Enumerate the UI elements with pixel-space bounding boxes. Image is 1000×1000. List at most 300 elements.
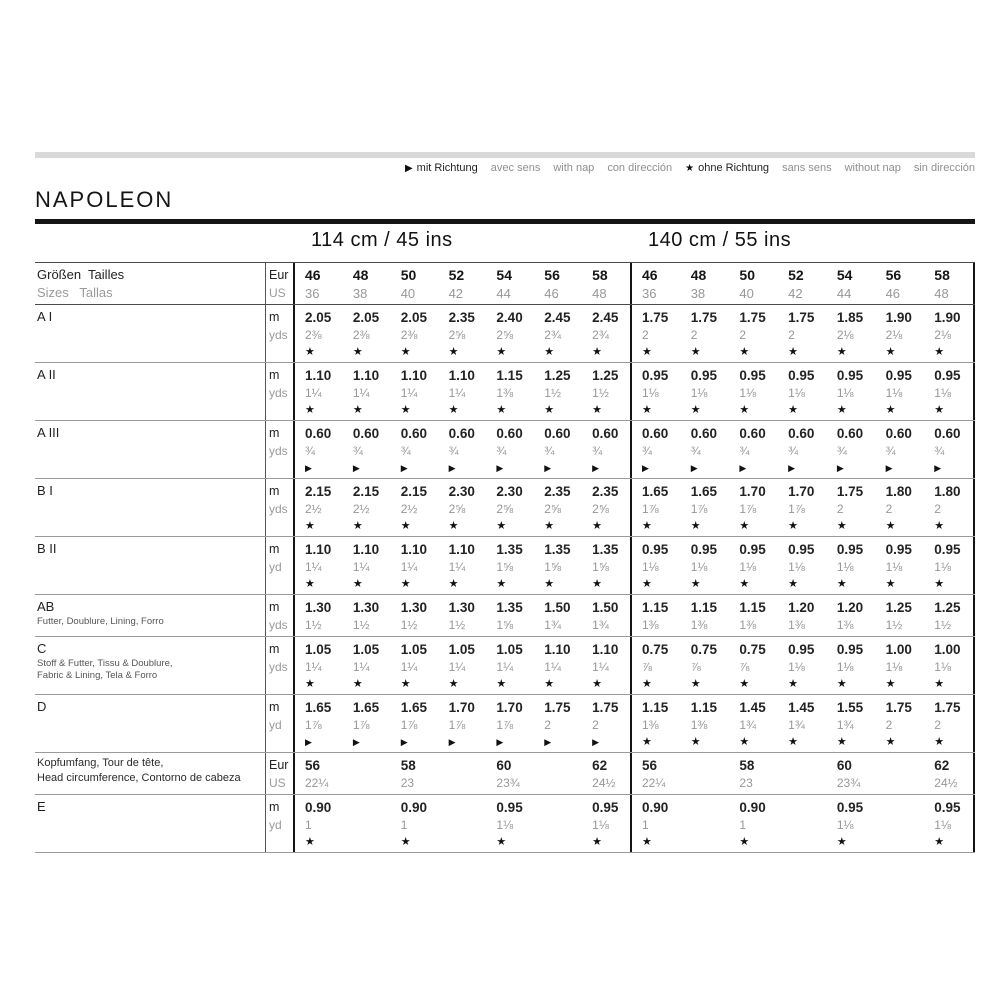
metres-value: 0.60: [836, 426, 864, 441]
metres-value: 0.60: [352, 426, 380, 441]
with-nap-icon: ▶: [836, 463, 844, 473]
row-label: [35, 795, 265, 852]
yards-value: 2⅝: [448, 328, 466, 342]
table-row: [35, 421, 975, 479]
amount-cell: [924, 479, 973, 536]
eur-size: 50: [739, 267, 755, 283]
without-nap-icon: ★: [788, 678, 799, 690]
row-label-text: A II: [37, 367, 56, 382]
size-column-header: [876, 263, 925, 304]
amount-cell: [729, 479, 778, 536]
amount-cell: [827, 753, 924, 794]
row-label: [35, 637, 265, 694]
with-nap-icon: ▶: [544, 737, 552, 747]
amount-cell: [876, 695, 925, 752]
without-nap-icon: ★: [352, 520, 363, 532]
amount-cell: [729, 537, 778, 594]
yards-value: 2⅝: [496, 502, 514, 516]
amount-cell: [391, 695, 439, 752]
yards-value: 1½: [885, 618, 903, 632]
fabric-width-group: [630, 753, 975, 794]
with-nap-icon: ▶: [592, 463, 600, 473]
amount-cell: [295, 363, 343, 420]
with-nap-icon: ▶: [788, 463, 796, 473]
group-header-114cm: 114 cm / 45 ins: [311, 229, 453, 251]
row-label: [35, 479, 265, 536]
yards-value: 1⅛: [836, 818, 854, 832]
yards-value: 1: [400, 818, 408, 832]
without-nap-icon: ★: [934, 678, 945, 690]
metres-value: 0.95: [836, 800, 864, 815]
row-label: [35, 305, 265, 362]
size-column-header: [924, 263, 973, 304]
without-nap-icon: ★: [544, 578, 555, 590]
without-nap-icon: ★: [642, 836, 652, 848]
unit-bottom: yds: [269, 444, 288, 458]
metres-value: 1.75: [885, 700, 912, 715]
amount-cell: [582, 537, 630, 594]
metres-value: 1.75: [788, 310, 815, 325]
amount-cell: [582, 753, 630, 794]
us-size: 36: [642, 286, 657, 301]
yards-value: 1⅛: [788, 560, 805, 574]
metres-value: 1.90: [885, 310, 912, 325]
row-label-text: B I: [37, 483, 53, 498]
without-nap-icon: ★: [400, 678, 411, 690]
amount-cell: [391, 795, 487, 852]
amount-cell: [632, 363, 681, 420]
amount-cell: [827, 305, 876, 362]
metres-value: 2.35: [448, 310, 475, 325]
amount-cell: [295, 637, 343, 694]
amount-cell: [391, 421, 439, 478]
amount-cell: [295, 695, 343, 752]
amount-cell: [439, 421, 487, 478]
table-row: [35, 305, 975, 363]
without-nap-icon: ★: [836, 836, 847, 848]
with-nap-icon: ▶: [934, 463, 942, 473]
metres-value: 0.95: [690, 368, 717, 383]
metres-value: 1.00: [885, 642, 912, 657]
with-nap-icon: ▶: [642, 463, 649, 473]
yards-value: 2⅛: [836, 328, 854, 342]
unit-us: US: [269, 286, 286, 300]
metres-value: 1.70: [496, 700, 523, 715]
without-nap-icon: ★: [934, 836, 945, 848]
with-nap-icon: ▶: [400, 737, 408, 747]
sizes-label-line2: Sizes Tallas: [37, 285, 113, 300]
metres-value: 0.60: [934, 426, 961, 441]
row-unit: [265, 421, 293, 478]
metres-value: 1.10: [448, 368, 475, 383]
amount-cell: [439, 637, 487, 694]
metres-value: 1.75: [739, 310, 766, 325]
amount-cell: [876, 479, 925, 536]
amount-cell: [778, 595, 827, 636]
without-nap-icon: ★: [544, 404, 555, 416]
amount-cell: [391, 753, 487, 794]
with-nap-icon: ▶: [404, 163, 413, 174]
amount-cell: [582, 695, 630, 752]
with-nap-icon: ▶: [690, 463, 698, 473]
eur-size: 46: [305, 267, 321, 283]
amount-cell: [343, 695, 391, 752]
fabric-width-group: [293, 305, 630, 362]
without-nap-icon: ★: [642, 578, 652, 590]
without-nap-icon: ★: [642, 736, 652, 748]
metres-value: 1.15: [642, 600, 669, 615]
size-column-header: [486, 263, 534, 304]
row-label-text: C: [37, 641, 47, 656]
yards-value: 1¼: [448, 660, 466, 674]
yards-value: 1: [739, 818, 747, 832]
without-nap-icon: ★: [496, 346, 507, 358]
yards-value: 1¼: [496, 660, 514, 674]
metres-value: 1.80: [934, 484, 961, 499]
fabric-width-group: [630, 537, 975, 594]
metres-value: 0.60: [690, 426, 717, 441]
metres-value: 1.05: [400, 642, 427, 657]
row-sublabel: Stoff & Futter, Tissu & Doublure,: [37, 658, 173, 669]
yards-value: 1⅝: [496, 560, 514, 574]
without-nap-icon: ★: [400, 836, 411, 848]
metres-value: 0.95: [739, 542, 766, 557]
yards-value: 1¼: [592, 660, 609, 674]
metres-value: 0.60: [592, 426, 619, 441]
metres-value: 1.20: [788, 600, 815, 615]
amount-cell: [486, 795, 582, 852]
metres-value: 1.10: [592, 642, 619, 657]
metres-value: 1.10: [544, 642, 571, 657]
metres-value: 2.45: [592, 310, 619, 325]
with-nap-icon: ▶: [400, 463, 408, 473]
metres-value: 0.95: [592, 800, 619, 815]
metres-value: 1.25: [885, 600, 912, 615]
eur-size: 58: [934, 267, 950, 283]
yards-value: 1¾: [836, 718, 854, 732]
unit-top: m: [269, 542, 280, 556]
without-nap-icon: ★: [400, 404, 411, 416]
metres-value: 1.70: [788, 484, 815, 499]
title-rule: [35, 219, 975, 224]
yards-value: 1½: [305, 618, 322, 632]
without-nap-icon: ★: [836, 736, 847, 748]
amount-cell: [486, 595, 534, 636]
without-nap-icon: ★: [400, 346, 411, 358]
eur-size: 48: [690, 267, 707, 283]
without-nap-icon: ★: [642, 404, 652, 416]
yards-value: 1⅞: [690, 502, 708, 516]
metres-value: 1.65: [690, 484, 717, 499]
yards-value: 1⅞: [448, 718, 466, 732]
pattern-title: NAPOLEON: [35, 187, 174, 212]
without-nap-icon: ★: [592, 678, 603, 690]
metres-value: 2.15: [400, 484, 427, 499]
with-nap-icon: ▶: [305, 463, 312, 473]
without-nap-icon: ★: [642, 678, 652, 690]
amount-cell: [391, 595, 439, 636]
amount-cell: [729, 695, 778, 752]
amount-cell: [343, 363, 391, 420]
amount-cell: [439, 305, 487, 362]
without-nap-icon: ★: [496, 578, 507, 590]
metres-value: 1.10: [305, 542, 332, 557]
metres-value: 1.50: [592, 600, 619, 615]
amount-cell: [295, 795, 391, 852]
metres-value: 0.95: [739, 368, 766, 383]
without-nap-icon: ★: [739, 404, 750, 416]
amount-cell: [534, 637, 582, 694]
amount-cell: [295, 305, 343, 362]
without-nap-icon: ★: [690, 520, 701, 532]
without-nap-icon: ★: [592, 578, 603, 590]
amount-cell: [439, 695, 487, 752]
with-nap-icon: ▶: [739, 463, 747, 473]
metres-value: 1.70: [448, 700, 475, 715]
yards-value: 2⅛: [885, 328, 903, 342]
unit-top: m: [269, 484, 280, 498]
yards-value: 2: [885, 502, 893, 516]
yards-value: ¾: [739, 444, 750, 458]
metres-value: 1.30: [400, 600, 427, 615]
legend-item: [914, 162, 975, 174]
legend-item: [405, 162, 478, 174]
amount-cell: [924, 695, 973, 752]
without-nap-icon: ★: [885, 404, 896, 416]
yards-value: ¾: [788, 444, 799, 458]
yards-value: 1⅞: [352, 718, 370, 732]
with-nap-icon: ▶: [544, 463, 552, 473]
amount-cell: [439, 595, 487, 636]
yards-value: 1⅜: [690, 618, 708, 632]
metres-value: 1.10: [448, 542, 475, 557]
us-size: 46: [544, 286, 559, 301]
amount-cell: [729, 753, 826, 794]
fabric-width-group: [293, 795, 630, 852]
size-header-label: [35, 263, 265, 304]
yards-value: 1½: [592, 386, 609, 400]
amount-cell: [486, 695, 534, 752]
yards-value: 2⅝: [544, 502, 561, 516]
eur-size: 48: [352, 267, 369, 283]
yards-value: 2⅝: [496, 328, 514, 342]
without-nap-icon: ★: [352, 346, 363, 358]
size-column-header: [391, 263, 439, 304]
yards-value: 1⅛: [885, 560, 903, 574]
metres-value: 1.15: [496, 368, 523, 383]
amount-cell: [343, 595, 391, 636]
amount-cell: [632, 695, 681, 752]
amount-cell: [343, 537, 391, 594]
amount-cell: [486, 537, 534, 594]
amount-cell: [827, 363, 876, 420]
metres-value: 0.95: [885, 542, 912, 557]
metres-value: 0.60: [496, 426, 523, 441]
metres-value: 1.25: [544, 368, 571, 383]
unit-bottom: yd: [269, 718, 282, 732]
amount-cell: [391, 305, 439, 362]
unit-bottom: yd: [269, 818, 282, 832]
yards-value: 1¼: [448, 386, 466, 400]
amount-cell: [632, 479, 681, 536]
amount-cell: [534, 537, 582, 594]
amount-cell: [343, 421, 391, 478]
amount-cell: [632, 753, 729, 794]
fabric-width-group: [630, 479, 975, 536]
metres-value: 0.90: [400, 800, 427, 815]
amount-cell: [681, 637, 730, 694]
fabric-width-group: [630, 637, 975, 694]
row-sublabel: Fabric & Lining, Tela & Forro: [37, 669, 158, 681]
metres-value: 1.20: [836, 600, 864, 615]
metres-value: 1.45: [739, 700, 766, 715]
metres-value: 0.90: [739, 800, 766, 815]
yards-value: 22¼: [305, 776, 329, 790]
row-unit: [265, 695, 293, 752]
without-nap-icon: ★: [544, 520, 555, 532]
row-sublabel: Futter, Doublure, Lining, Forro: [37, 616, 164, 627]
yards-value: 23¾: [836, 776, 861, 790]
metres-value: 1.75: [934, 700, 961, 715]
row-unit: [265, 637, 293, 694]
without-nap-icon: ★: [885, 678, 896, 690]
yards-value: 1⅛: [690, 386, 708, 400]
metres-value: 1.75: [544, 700, 571, 715]
row-unit: [265, 479, 293, 536]
legend-item: [782, 162, 832, 174]
metres-value: 1.35: [496, 542, 523, 557]
amount-cell: [343, 305, 391, 362]
amount-cell: [295, 753, 391, 794]
amount-cell: [534, 479, 582, 536]
yards-value: 1⅛: [739, 386, 757, 400]
without-nap-icon: ★: [885, 520, 896, 532]
fabric-width-group: [630, 595, 975, 636]
metres-value: 1.15: [739, 600, 766, 615]
yards-value: ¾: [544, 444, 555, 458]
yards-value: 1¾: [739, 718, 757, 732]
yards-value: 1¼: [352, 660, 370, 674]
legend-item: [553, 162, 594, 174]
metres-value: 1.90: [934, 310, 961, 325]
unit-bottom: yds: [269, 502, 288, 516]
yards-value: 1⅛: [739, 560, 757, 574]
without-nap-icon: ★: [496, 836, 507, 848]
metres-value: 0.95: [642, 542, 669, 557]
fabric-width-group: [630, 795, 975, 852]
amount-cell: [582, 363, 630, 420]
metres-value: 0.90: [305, 800, 332, 815]
without-nap-icon: ★: [739, 678, 750, 690]
row-label: [35, 537, 265, 594]
metres-value: 1.15: [690, 700, 717, 715]
size-column-header: [681, 263, 730, 304]
yards-value: 1¾: [592, 618, 609, 632]
metres-value: 1.30: [448, 600, 475, 615]
yards-value: 1⅜: [739, 618, 757, 632]
metres-value: 2.30: [496, 484, 523, 499]
amount-cell: [632, 637, 681, 694]
unit-bottom: yd: [269, 560, 282, 574]
yards-value: 1⅛: [690, 560, 708, 574]
without-nap-icon: ★: [496, 404, 507, 416]
amount-cell: [924, 537, 973, 594]
without-nap-icon: ★: [690, 578, 701, 590]
row-label-text: A III: [37, 425, 60, 440]
without-nap-icon: ★: [836, 520, 847, 532]
amount-cell: [876, 305, 925, 362]
metres-value: 1.75: [836, 484, 864, 499]
table-row: [35, 753, 975, 795]
yards-value: 1⅜: [642, 618, 659, 632]
amount-cell: [827, 695, 876, 752]
us-size: 48: [592, 286, 607, 301]
row-unit: [265, 363, 293, 420]
amount-cell: [534, 305, 582, 362]
without-nap-icon: ★: [788, 578, 799, 590]
amount-cell: [681, 479, 730, 536]
yards-value: 2⅜: [305, 328, 322, 342]
without-nap-icon: ★: [305, 346, 315, 358]
without-nap-icon: ★: [496, 678, 507, 690]
metres-value: 0.60: [544, 426, 571, 441]
row-unit: [265, 537, 293, 594]
yards-value: 1⅞: [642, 502, 659, 516]
without-nap-icon: ★: [690, 678, 701, 690]
without-nap-icon: ★: [448, 520, 459, 532]
size-column-header: [343, 263, 391, 304]
metres-value: 0.95: [788, 542, 815, 557]
amount-cell: [486, 479, 534, 536]
yards-value: 2: [788, 328, 795, 342]
row-label: [35, 753, 265, 794]
yards-value: 2⅛: [934, 328, 951, 342]
fabric-width-group: [293, 421, 630, 478]
legend-label: without nap: [844, 162, 901, 174]
size-column-header: [582, 263, 630, 304]
amount-cell: [681, 421, 730, 478]
amount-cell: [486, 305, 534, 362]
with-nap-icon: ▶: [496, 463, 504, 473]
amount-cell: [827, 595, 876, 636]
without-nap-icon: ★: [836, 404, 847, 416]
metres-value: 1.30: [305, 600, 332, 615]
amount-cell: [924, 421, 973, 478]
eur-size: 46: [642, 267, 658, 283]
yards-value: 1⅛: [592, 818, 609, 832]
size-header-unit: [265, 263, 293, 304]
fabric-width-group: [293, 753, 630, 794]
amount-cell: [343, 479, 391, 536]
without-nap-icon: ★: [934, 520, 945, 532]
amount-cell: [632, 795, 729, 852]
table-row: [35, 479, 975, 537]
metres-value: 1.80: [885, 484, 912, 499]
amount-cell: [295, 421, 343, 478]
yards-value: 1⅜: [496, 386, 514, 400]
metres-value: 1.05: [496, 642, 523, 657]
amount-cell: [778, 363, 827, 420]
amount-cell: [924, 363, 973, 420]
yards-value: 1⅞: [739, 502, 757, 516]
without-nap-icon: ★: [739, 736, 750, 748]
metres-value: 62: [592, 758, 608, 773]
amount-cell: [729, 421, 778, 478]
amount-cell: [681, 695, 730, 752]
legend-label: ohne Richtung: [698, 162, 770, 174]
yards-value: 2¾: [592, 328, 609, 342]
metres-value: 0.75: [739, 642, 766, 657]
